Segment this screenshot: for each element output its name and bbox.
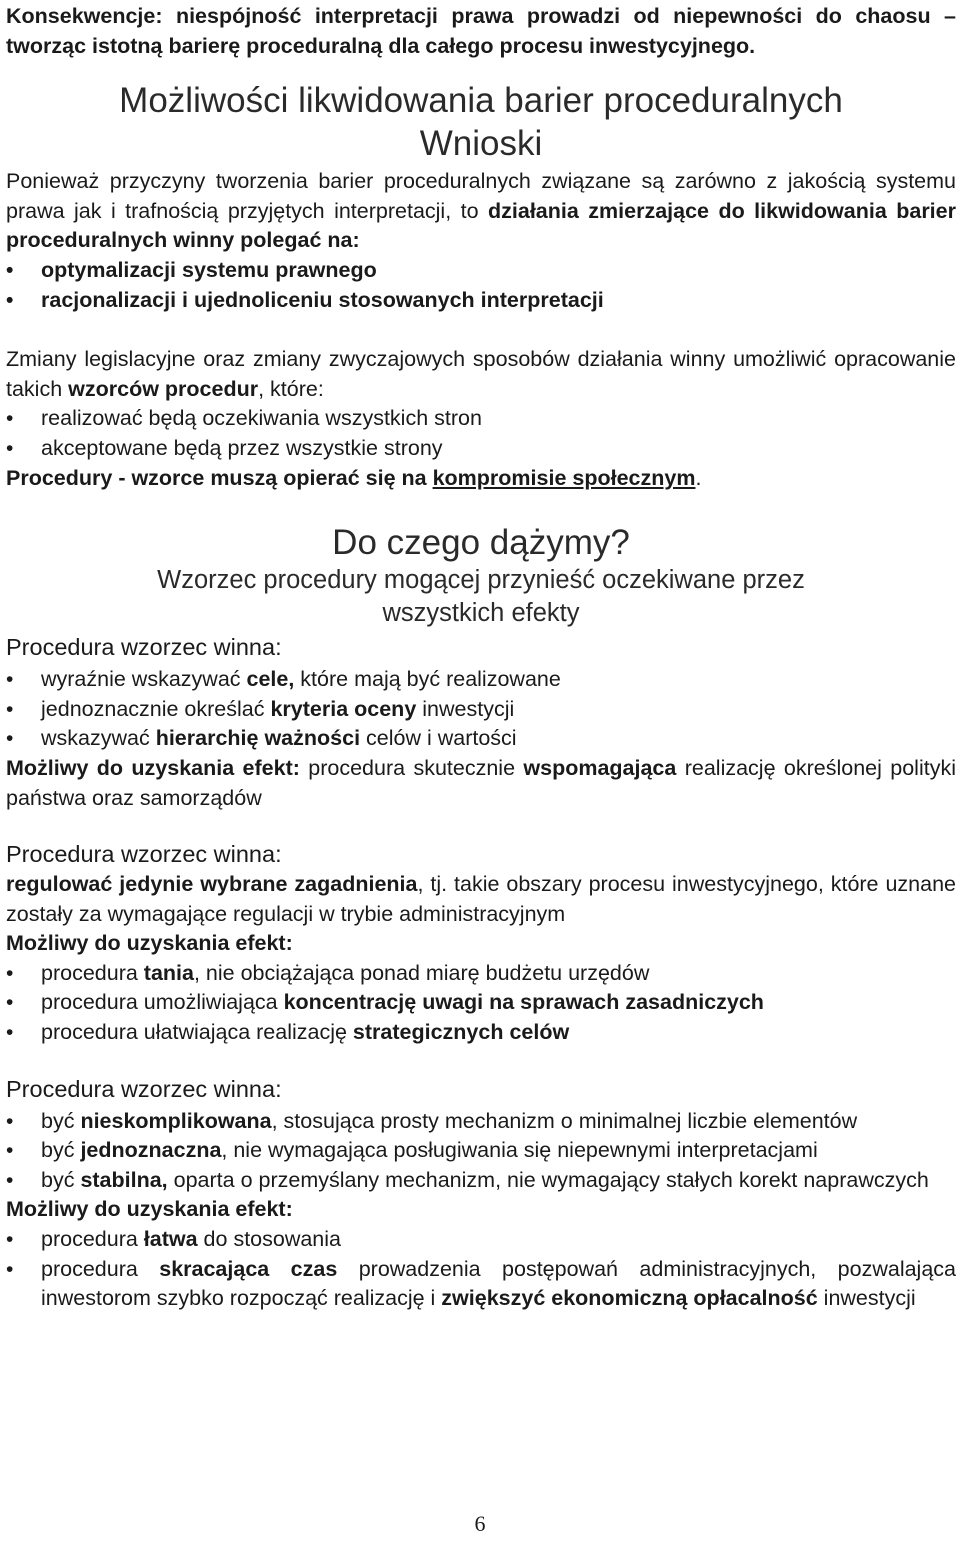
list-item: • procedura ułatwiająca realizację strategicznych celów xyxy=(6,1018,956,1048)
list-item: • akceptowane będą przez wszystkie strony xyxy=(6,434,956,464)
list-item: • wyraźnie wskazywać cele, które mają być realizowane xyxy=(6,665,956,695)
goal-subtitle-line1: Wzorzec procedury mogącej przynieść oczekiwane przez xyxy=(157,566,805,595)
block1-heading: Procedura wzorzec winna: xyxy=(6,634,282,661)
list-item: • być stabilna, oparta o przemyślany mechanizm, nie wymagający stałych korekt naprawczych xyxy=(6,1166,956,1196)
block1-bullet-list xyxy=(6,665,956,754)
block1-effect-paragraph: Możliwy do uzyskania efekt: procedura skutecznie wspomagająca realizację określonej polityki państwa oraz samorządów xyxy=(6,755,956,810)
section-title: Możliwości likwidowania barier proceduralnych xyxy=(119,81,843,121)
block2-effect-heading: Możliwy do uzyskania efekt: xyxy=(6,931,293,956)
actions-bullet-list xyxy=(6,256,956,315)
block3-effect-bullet-list xyxy=(6,1225,956,1314)
block3-effect-heading: Możliwy do uzyskania efekt: xyxy=(6,1197,293,1222)
list-item: • realizować będą oczekiwania wszystkich stron xyxy=(6,404,956,434)
list-item: • być jednoznaczna, nie wymagająca posługiwania się niepewnymi interpretacjami xyxy=(6,1136,956,1166)
list-item: • procedura łatwa do stosowania xyxy=(6,1225,956,1255)
changes-bullet-list xyxy=(6,404,956,463)
goal-title: Do czego dążymy? xyxy=(332,523,630,563)
list-item: • być nieskomplikowana, stosująca prosty mechanizm o minimalnej liczbie elementów xyxy=(6,1107,956,1137)
block2-paragraph: regulować jedynie wybrane zagadnienia, tj. takie obszary procesu inwestycyjnego, które uznane zostały za wymagające regulacji w trybie administracyjnym xyxy=(6,872,956,926)
list-item: • jednoznacznie określać kryteria oceny inwestycji xyxy=(6,695,956,725)
block3-heading: Procedura wzorzec winna: xyxy=(6,1075,282,1102)
block2-bullet-list xyxy=(6,959,956,1048)
goal-subtitle-line2: wszystkich efekty xyxy=(382,599,580,628)
list-item: • wskazywać hierarchię ważności celów i wartości xyxy=(6,724,956,754)
list-item: • racjonalizacji i ujednoliceniu stosowanych interpretacji xyxy=(6,286,956,316)
list-item: • procedura skracająca czas prowadzenia postępowań administracyjnych, pozwalająca inwestorom szybko rozpocząć realizację i zwiększyć ekonomiczną opłacalność inwestycji xyxy=(6,1255,956,1314)
procedures-compromise-line: Procedury - wzorce muszą opierać się na kompromisie społecznym. xyxy=(6,465,702,490)
page-number: 6 xyxy=(474,1511,486,1536)
list-item: • procedura tania, nie obciążająca ponad miarę budżetu urzędów xyxy=(6,959,956,989)
section-subtitle-conclusions: Wnioski xyxy=(419,124,543,164)
intro-conclusion-paragraph: Ponieważ przyczyny tworzenia barier proceduralnych związane są zarówno z jakością systemu prawa jak i trafnością przyjętych interpretacji, to działania zmierzające do likwidowania barier proceduralnych winny polegać na: xyxy=(6,169,956,253)
list-item: • optymalizacji systemu prawnego xyxy=(6,256,956,286)
document-page xyxy=(6,0,956,1314)
consequences-paragraph: Konsekwencje: niespójność interpretacji prawa prowadzi od niepewności do chaosu – tworząc istotną barierę proceduralną dla całego procesu inwestycyjnego. xyxy=(6,4,956,58)
legislative-changes-paragraph: Zmiany legislacyjne oraz zmiany zwyczajowych sposobów działania winny umożliwić opracowanie takich wzorców procedur, które: xyxy=(6,347,956,401)
list-item: • procedura umożliwiająca koncentrację uwagi na sprawach zasadniczych xyxy=(6,988,956,1018)
block3-bullet-list xyxy=(6,1107,956,1196)
block2-heading: Procedura wzorzec winna: xyxy=(6,841,282,868)
